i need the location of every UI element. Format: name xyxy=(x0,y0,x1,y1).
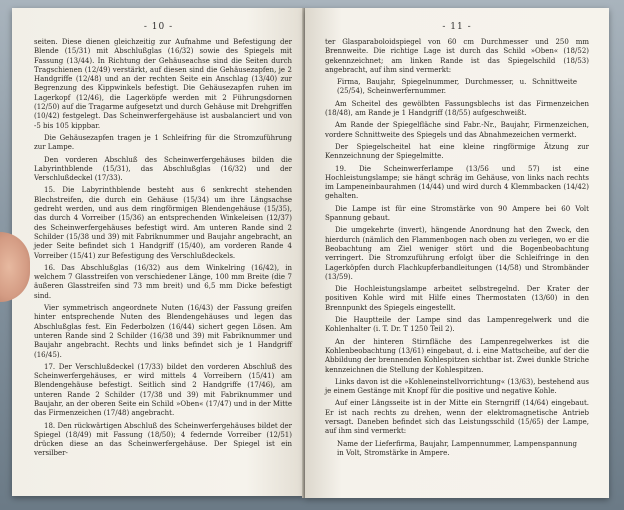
section-paragraph: 16. Das Abschlußglas (16/32) aus dem Winkelring (16/42), in welchem 7 Glasstreifen von verschiedener Länge, 100 mm Breite (die 7 äußeren Glasstreifen sind 73 mm breit) und 6,5 mm Dicke befestigt sind. xyxy=(34,263,292,300)
paragraph: ter Glasparaboloidspiegel von 60 cm Durchmesser und 250 mm Brennweite. Die richtige Lage ist durch das Schild »Oben« (18/52) gekennzeichnet; am linken Rande ist das Spiegelschild (18/53) angebracht, auf ihm sind vermerkt: xyxy=(325,38,589,74)
centered-list: Name der Lieferfirma, Baujahr, Lampennummer, Lampenspannung in Volt, Stromstärke in Ampere. xyxy=(337,439,577,457)
paragraph: Auf einer Längsseite ist in der Mitte ein Sterngriff (14/64) eingebaut. Er ist nach rechts zu drehen, wenn der elektromagnetische Antrieb versagt. Daneben befindet sich das Leistungsschild (15/65) der Lampe, auf ihm sind vermerkt: xyxy=(325,399,589,436)
paragraph: Die Lampe ist für eine Stromstärke von 90 Ampere bei 60 Volt Spannung gebaut. xyxy=(325,204,589,223)
paragraph: Die umgekehrte (invert), hängende Anordnung hat den Zweck, den hierdurch (nämlich den Flammenbogen nach oben zu verlegen, wo er die Beobachtung am Ziel weniger stört und die Bogenbeobachtung verringert. Die Stromzuführung erfolgt über die Schleifringe in den Lagerköpfen durch Flachkupferbandleitungen (14/58) und Strombänder (13/59). xyxy=(325,226,589,281)
text-column xyxy=(325,38,589,461)
text-column xyxy=(34,38,292,462)
section-paragraph: 18. Den rückwärtigen Abschluß des Scheinwerfergehäuses bildet der Spiegel (18/49) mit Fassung (18/50); 4 federnde Vorreiber (12/51) drücken diese an das Scheinwerfergehäuse. Der Spiegel ist ein versilber- xyxy=(34,421,292,458)
paragraph: Am Rande der Spiegelfläche sind Fabr.-Nr., Baujahr, Firmenzeichen, vordere Schnittweite des Spiegels und das Abnahmezeichen vermerkt. xyxy=(325,121,589,139)
section-paragraph: 17. Der Verschlußdeckel (17/33) bildet den vorderen Abschluß des Scheinwerfergehäuses, er wird mittels 4 Vorreibern (15/41) am Blendengehäuse befestigt. Seitlich sind 2 Handgriffe (17/46), am unteren Rande 2 Schilder (17/38 und 39) mit Fabriknummer und Baujahr, an der oberen Seite ein Schild »Oben« (17/47) und in der Mitte das Firmenzeichen (17/48) angebracht. xyxy=(34,362,292,418)
paragraph: Vier symmetrisch angeordnete Nuten (16/43) der Fassung greifen hinter entsprechende Nuten des Blendengehäuses und legen das Abschlußglas fest. Ein Federbolzen (16/44) sichert gegen Lösen. Am unteren Rande sind 2 Schilder (16/38 und 39) mit Fabriknummer und Baujahr angebracht. Rechts und links befindet sich je 1 Handgriff (16/45). xyxy=(34,304,292,359)
paragraph: An der hinteren Stirnfläche des Lampenregelwerkes ist die Kohlenbeobachtung (13/61) eingebaut, d. i. eine Mattscheibe, auf der die Abbildung der brennenden Kohlespitzen sichtbar ist. Zwei dunkle Striche kennzeichnen die Stellung der Kohlespitzen. xyxy=(325,337,589,374)
paragraph: Am Scheitel des gewölbten Fassungsblechs ist das Firmenzeichen (18/48), am Rande je 1 Handgriff (18/55) aufgeschweißt. xyxy=(325,99,589,118)
paragraph: seiten. Diese dienen gleichzeitig zur Aufnahme und Befestigung der Blende (15/31) mit Abschlußglas (16/32) sowie des Spiegels mit Fassung (13/44). In Richtung der Gehäuseachse sind die Seiten durch Tragschienen (12/49) verstärkt, auf diesen sind die Gehäusezapfen, je 2 Handgriffe (12/48) und an der rechten Seite ein Anschlag (13/40) zur Begrenzung des Kippwinkels befestigt. Die Gehäusezapfen ruhen im Lagerkopf (12/46), die Lagerköpfe werden mit 2 Führungsdornen (12/50) auf die Tragarme aufgesetzt und durch Gehäuse mit Drehgriffen (10/42) festgelegt. Das Scheinwerfergehäuse ist ausbalanciert und von -5 bis 105 kippbar. xyxy=(34,38,292,130)
paragraph: Die Hauptteile der Lampe sind das Lampenregelwerk und die Kohlenhalter (i. T. Dr. T 1250 Teil 2). xyxy=(325,316,589,334)
section-paragraph: 15. Die Labyrinthblende besteht aus 6 senkrecht stehenden Blechstreifen, die durch ein Gehäuse (15/34) um ihre Längsachse gedreht werden, und aus dem ringförmigen Blendengehäuse (15/35), das durch 4 Vorreiber (15/36) an entsprechenden Winkeleisen (12/37) des Scheinwerfergehäuses befestigt wird. Am unteren Rande sind 2 Schilder (15/38 und 39) mit Fabriknummer und Baujahr angebracht, an jeder Seite befindet sich 1 Handgriff (15/40), am vorderen Rande 4 Vorreiber (15/41) zur Befestigung des Verschlußdeckels. xyxy=(34,186,292,260)
paragraph: Den vorderen Abschluß des Scheinwerfergehäuses bilden die Labyrinthblende (15/31), das Abschlußglas (16/32) und der Verschlußdeckel (17/33). xyxy=(34,155,292,183)
page-number: - 10 - xyxy=(143,22,174,32)
centered-list: Firma, Baujahr, Spiegelnummer, Durchmesser, u. Schnittweite (25/54), Scheinwerfernummer. xyxy=(337,78,577,96)
paragraph: Die Gehäusezapfen tragen je 1 Schleifring für die Stromzuführung zur Lampe. xyxy=(34,133,292,152)
left-page xyxy=(12,8,305,496)
section-paragraph: 19. Die Scheinwerferlampe (13/56 und 57) ist eine Hochleistungslampe; sie hängt schräg im Gehäuse, von links nach rechts im Lampeneinbaurahmen (14/44) und wird durch 4 Klemmbacken (14/42) gehalten. xyxy=(325,164,589,201)
paragraph: Der Spiegelscheitel hat eine kleine ringförmige Ätzung zur Kennzeichnung der Spiegelmitte. xyxy=(325,142,589,161)
paragraph: Links davon ist die »Kohleneinstellvorrichtung« (13/63), bestehend aus je einem Gestänge mit Knopf für die positive und negative Kohle. xyxy=(325,377,589,396)
right-page xyxy=(305,8,609,498)
paragraph: Die Hochleistungslampe arbeitet selbstregelnd. Der Krater der positiven Kohle wird mit Hilfe eines Thermostaten (13/60) in den Brennpunkt des Spiegels eingestellt. xyxy=(325,285,589,312)
page-number: - 11 - xyxy=(442,22,472,32)
